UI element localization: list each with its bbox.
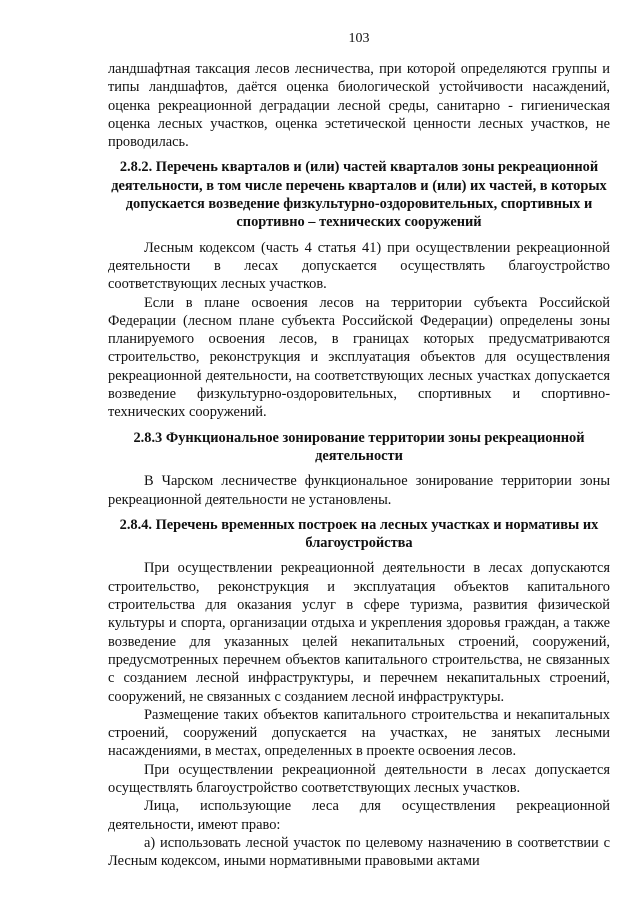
section-2-8-4 [108,516,610,871]
paragraph: При осуществлении рекреационной деятельности в лесах допускаются строительство, реконструкция и эксплуатация объектов капитального строительства для оказания услуг в сфере туризма, развития физической культуры и спорта, организации отдыха и укрепления здоровья граждан, а также возведение для указанных целей некапитальных строений, сооружений, предусмотренных перечнем объектов капитального строительства, не связанных с созданием лесной инфраструктуры, и перечнем некапитальных строений, сооружений, не связанных с созданием лесной инфраструктуры. [108,560,610,705]
paragraph: При осуществлении рекреационной деятельности в лесах допускается осуществлять благоустройство соответствующих лесных участков. [108,761,610,796]
section-heading: 2.8.4. Перечень временных построек на лесных участках и нормативы их благоустройства [119,516,599,552]
paragraph: Лица, использующие леса для осуществления рекреационной деятельности, имеют право: [108,798,610,833]
paragraph: В Чарском лесничестве функциональное зонирование территории зоны рекреационной деятельности не установлены. [108,473,610,508]
paragraph: Размещение таких объектов капитального строительства и некапитальных строений, сооружений допускается на участках, не занятых лесными насаждениями, в местах, определенных в проекте освоения лесов. [108,706,610,760]
section-heading: 2.8.2. Перечень кварталов и (или) частей кварталов зоны рекреационной деятельности, в том числе перечень кварталов и (или) их частей, в которых допускается возведение физкультурно-оздоровительных, спортивных и спортивно – технических сооружений [111,159,607,231]
section-2-8-3 [108,429,610,509]
paragraph: Лесным кодексом (часть 4 статья 41) при осуществлении рекреационной деятельности в лесах допускается осуществлять благоустройство соответствующих лесных участков. [108,239,610,293]
document-page [108,30,610,870]
paragraph: Если в плане освоения лесов на территории субъекта Российской Федерации (лесном плане субъекта Российской Федерации) определены зоны планируемого освоения лесов, в границах которых предусматриваются строительство, реконструкция и эксплуатация объектов для осуществления рекреационной деятельности, на соответствующих лесных участках допускается возведение физкультурно-оздоровительных, спортивных и спортивно-технических сооружений. [108,294,610,421]
intro-paragraph: ландшафтная таксация лесов лесничества, при которой определяются группы и типы ландшафтов, даётся оценка биологической устойчивости насаждений, оценка рекреационной деградации лесной среды, санитарно - гигиеническая оценка лесных участков, оценка эстетической ценности лесных участков, не проводилась. [108,61,610,151]
section-heading: 2.8.3 Функциональное зонирование территории зоны рекреационной деятельности [133,429,585,464]
page-number: 103 [348,31,370,46]
section-2-8-2 [108,158,610,421]
paragraph: а) использовать лесной участок по целевому назначению в соответствии с Лесным кодексом, иными нормативными правовыми актами [108,834,610,870]
